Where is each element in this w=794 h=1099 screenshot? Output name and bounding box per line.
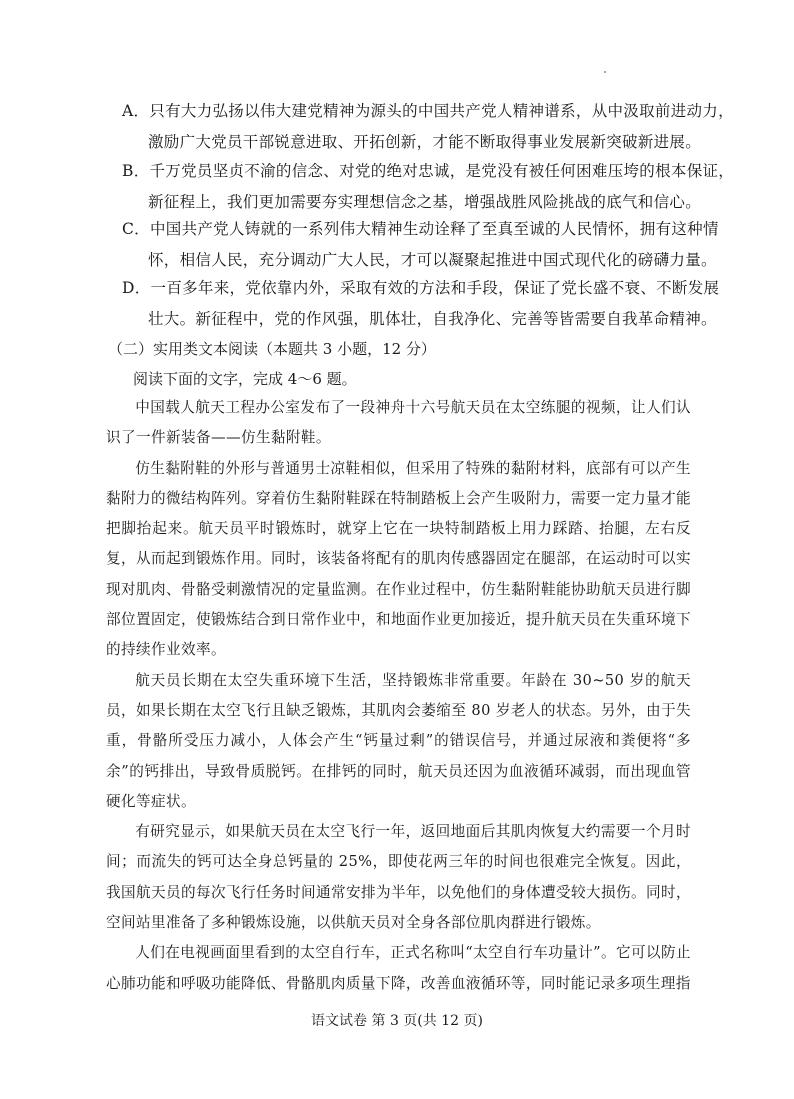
option-b — [122, 156, 735, 218]
option-text: 只有大力弘扬以伟大建党精神为源头的中国共产党人精神谱系，从中汲取前进动力， — [149, 102, 734, 120]
passage-paragraph: 人们在电视画面里看到的太空自行车，正式名称叫“太空自行车功量计”。它可以防止心肺功能和呼吸功能降低、骨骼肌肉质量下降，改善血液循环等，同时能记录多项生理指 — [106, 944, 691, 992]
option-label: C． — [122, 220, 150, 238]
reading-instruction: 阅读下面的文字，完成 4～6 题。 — [133, 370, 357, 388]
reading-passage — [106, 393, 691, 999]
option-c — [122, 214, 719, 276]
passage-paragraph: 仿生黏附鞋的外形与普通男士凉鞋相似，但采用了特殊的黏附材料，底部有可以产生黏附力的微结构阵列。穿着仿生黏附鞋踩在特制踏板上会产生吸附力，需要一定力量才能把脚抬起来。航天员平时锻炼时，就穿上它在一块特制踏板上用力踩踏、抬腿，左右反复，从而起到锻炼作用。同时，该装备将配有的肌肉传感器固定在腿部，在运动时可以实现对肌肉、骨骼受刺激情况的定量监测。在作业过程中，仿生黏附鞋能协助航天员进行脚部位置固定，使锻炼结合到日常作业中，和地面作业更加接近，提升航天员在失重环境下的持续作业效率。 — [106, 459, 691, 659]
passage-paragraph: 航天员长期在太空失重环境下生活，坚持锻炼非常重要。年龄在 30~50 岁的航天员，如果长期在太空飞行且缺乏锻炼，其肌肉会萎缩至 80 岁老人的状态。另外，由于失重，骨骼所受压力减小，人体会产生“钙量过剩”的错误信号，并通过尿液和粪便将“多余”的钙排出，导致骨质脱钙。在排钙的同时，航天员还因为血液循环减弱，而出现血管硬化等症状。 — [106, 671, 691, 810]
passage-paragraph: 中国载人航天工程办公室发布了一段神舟十六号航天员在太空练腿的视频，让人们认识了一件新装备——仿生黏附鞋。 — [106, 399, 691, 447]
option-text-continued: 怀，相信人民，充分调动广大人民，才可以凝聚起推进中国式现代化的磅礴力量。 — [148, 251, 717, 269]
option-text-continued: 激励广大党员干部锐意进取、开拓创新，才能不断取得事业发展新突破新进展。 — [148, 133, 702, 151]
section-title: （二）实用类文本阅读（本题共 3 小题，12 分） — [108, 340, 436, 358]
page-footer: 语文试卷 第 3 页(共 12 页) — [311, 1013, 483, 1029]
option-text: 千万党员坚贞不渝的信念、对党的绝对忠诚，是党没有被任何困难压垮的根本保证， — [149, 162, 735, 180]
option-text: 一百多年来，党依靠内外，采取有效的方法和手段，保证了党长盛不衰、不断发展 — [150, 279, 720, 297]
option-text: 中国共产党人铸就的一系列伟大精神生动诠释了至真至诚的人民情怀，拥有这种情 — [149, 220, 719, 238]
passage-paragraph: 有研究显示，如果航天员在太空飞行一年，返回地面后其肌肉恢复大约需要一个月时间；而流失的钙可达全身总钙量的 25%，即使花两三年的时间也很难完全恢复。因此，我国航天员的每次飞行任务时间通常安排为半年，以免他们的身体遭受较大损伤。同时，空间站里准备了多种锻炼设施，以供航天员对全身各部位肌肉群进行锻炼。 — [106, 823, 691, 932]
option-label: B． — [122, 162, 150, 180]
option-text-continued: 新征程上，我们更加需要夯实理想信念之基，增强战胜风险挑战的底气和信心。 — [148, 193, 702, 211]
option-d — [122, 273, 720, 335]
option-text-continued: 壮大。新征程中，党的作风强，肌体壮，自我净化、完善等皆需要自我革命精神。 — [148, 310, 717, 328]
scan-speck — [604, 71, 606, 73]
option-label: A． — [122, 102, 150, 120]
option-a — [122, 96, 734, 158]
option-label: D． — [122, 279, 151, 297]
